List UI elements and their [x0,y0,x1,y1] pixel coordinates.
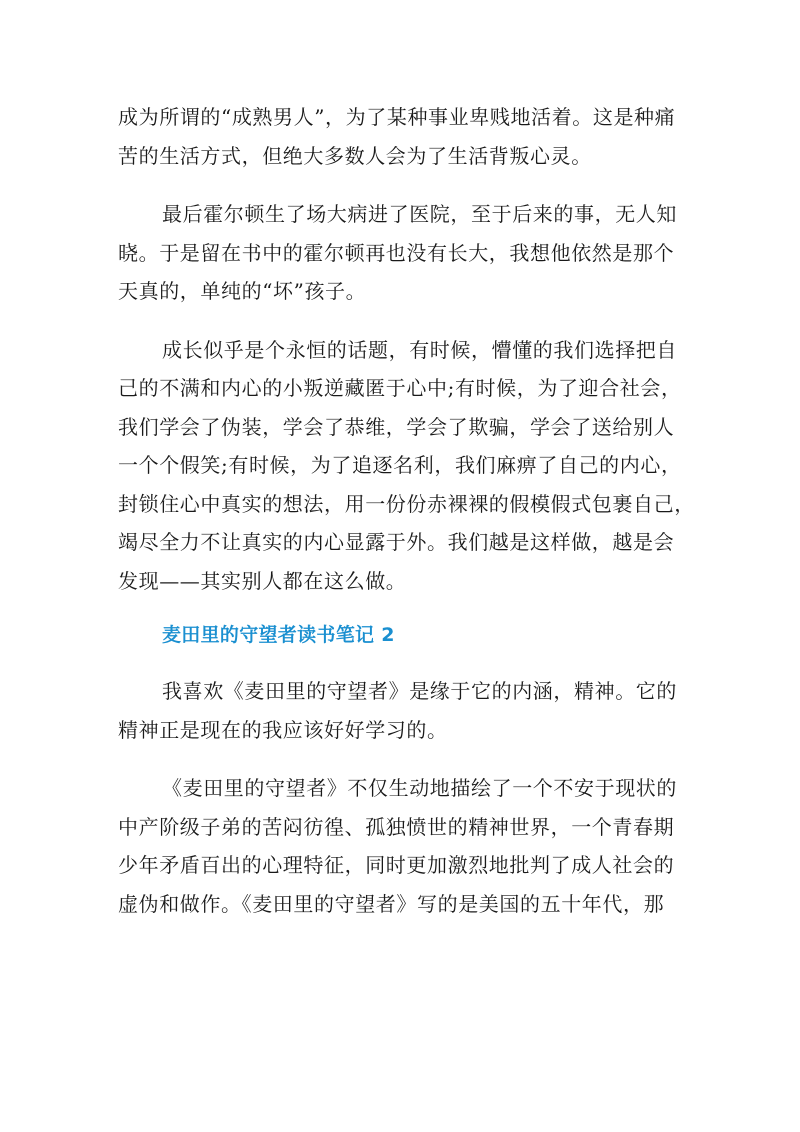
paragraph-1 [118,98,676,175]
text-line: 虚伪和做作。《麦田里的守望者》写的是美国的五十年代，那 [118,891,665,916]
text-line: 最后霍尔顿生了场大病进了医院，至于后来的事，无人知 [162,202,677,226]
text-line: 天真的，单纯的“坏”孩子。 [118,279,367,303]
paragraph-4 [118,672,677,749]
text-line: 我喜欢《麦田里的守望者》是缘于它的内涵，精神。它的 [162,679,677,703]
section-heading: 麦田里的守望者读书笔记 2 [162,624,395,646]
text-line: 成长似乎是个永恒的话题，有时候，懵懂的我们选择把自 [162,337,677,362]
text-line: 晓。于是留在书中的霍尔顿再也没有长大，我想他依然是那个 [118,240,675,265]
text-line: 精神正是现在的我应该好好学习的。 [118,717,448,742]
text-line: 己的不满和内心的小叛逆藏匿于心中;有时候，为了迎合社会， [118,376,682,400]
text-line: 苦的生活方式，但绝大多数人会为了生活背叛心灵。 [118,143,592,168]
paragraph-2 [118,195,677,311]
text-line: 我们学会了伪装，学会了恭维，学会了欺骗，学会了送给别人 [118,414,675,439]
document-page [118,98,695,943]
paragraph-5 [118,769,677,923]
text-line: 少年矛盾百出的心理特征，同时更加激烈地批判了成人社会的 [118,853,675,877]
text-line: 《麦田里的守望者》不仅生动地描绘了一个不安于现状的 [162,776,677,800]
text-line: 竭尽全力不让真实的内心显露于外。我们越是这样做，越是会 [118,530,675,554]
text-line: 封锁住心中真实的想法，用一份份赤裸裸的假模假式包裹自己， [118,491,695,516]
text-line: 中产阶级子弟的苦闷彷徨、孤独愤世的精神世界，一个青春期 [118,814,675,839]
text-line: 一个个假笑;有时候，为了追逐名利，我们麻痹了自己的内心， [118,453,682,477]
paragraph-3 [118,331,695,601]
text-line: 发现——其实别人都在这么做。 [118,568,407,593]
text-line: 成为所谓的“成熟男人”，为了某种事业卑贱地活着。这是种痛 [118,105,676,129]
